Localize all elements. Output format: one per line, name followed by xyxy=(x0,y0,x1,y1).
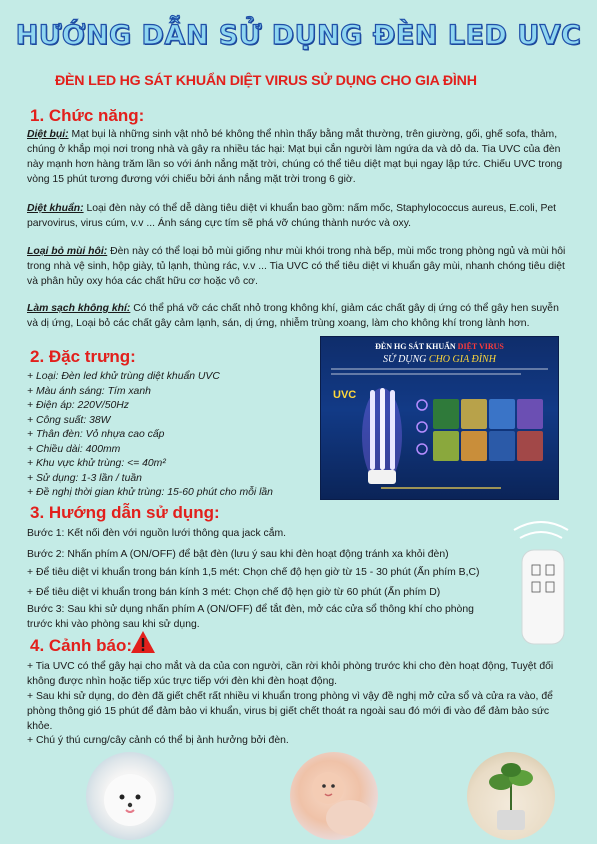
pet-dog-photo xyxy=(86,752,174,840)
warning-item: + Sau khi sử dụng, do đèn đã giết chết rất nhiều vi khuẩn trong phòng vì vậy đề nghị mở cửa sổ và cửa ra vào, để phòng thông gió 15 phút để đảm bảo vi khuẩn, virus bị giết chết thoát ra ngoài sau đó mới đi vào để đảm bảo sức khỏe. xyxy=(27,691,553,732)
spec-item: + Sử dụng: 1-3 lần / tuần xyxy=(27,472,142,484)
warning-item: + Tia UVC có thể gây hại cho mắt và da của con người, cần rời khỏi phòng trước khi cho đèn hoạt động, Tuyệt đối không được nhìn hoặc tiếp xúc trực tiếp với đèn khi đèn hoạt động. xyxy=(27,661,554,687)
section-3-heading: 3. Hướng dẫn sử dụng: xyxy=(30,503,220,522)
spec-item: + Loại: Đèn led khử trùng diệt khuẩn UVC xyxy=(27,371,220,382)
section-1-heading: 1. Chức năng: xyxy=(30,106,145,125)
virus-icons xyxy=(413,397,431,467)
houseplant-photo xyxy=(467,752,555,840)
spec-item: + Đề nghị thời gian khử trùng: 15-60 phút cho mỗi lần xyxy=(27,487,273,498)
spec-item: + Thân đèn: Vỏ nhựa cao cấp xyxy=(27,429,165,440)
uvc-lamp-icon xyxy=(361,382,403,490)
spec-item: + Màu ánh sáng: Tím xanh xyxy=(27,385,151,397)
spec-item: + Điện áp: 220V/50Hz xyxy=(27,400,129,411)
page-title: HƯỚNG DẪN SỬ DỤNG ĐÈN LED UVC xyxy=(15,20,582,51)
function-odor: Loại bỏ mùi hôi: Đèn này có thể loại bỏ mùi giống như mùi khói trong nhà bếp, mùi mốc trong phòng ngủ và mùi hôi trong nhà vệ sinh, hộp giày, tủ lạnh, thùng rác, v.v ... Tia UVC có thể tiêu diệt vi khuẩn gây mùi, nhanh chóng tiêu diệt và phân hủy oxy hóa các chất hữu cơ hoặc vô cơ. xyxy=(27,246,566,287)
bacteria-images xyxy=(433,399,543,461)
function-dust: Diệt bụi: Mạt bụi là những sinh vật nhỏ bé không thể nhìn thấy bằng mắt thường, trên giường, gối, ghế sofa, thảm, chúng ở khắp mọi nơi trong nhà và gây ra nhiều tác hại: Mạt bụi cắn người làm ngứa da và dỏ da. Tia UVC của đèn này mạnh hơn hàng trăm lần so với ánh nắng mặt trời, chúng có thể tiêu diệt mạt bụi ngay lập tức. Chiếu UVC trong vòng 15 phút tương đương với chiếu bởi ánh nắng mặt trời trong 6 giờ. xyxy=(27,129,563,185)
usage-step: + Để tiêu diệt vi khuẩn trong bán kính 3 mét: Chọn chế độ hẹn giờ từ 60 phút (Ấn phím D) xyxy=(27,587,441,598)
function-bacteria: Diệt khuẩn: Loại đèn này có thể dễ dàng tiêu diệt vi khuẩn bao gồm: nấm mốc, Staphylococcus aureus, E.coli, Pet parvovirus, virus cúm, v.v ... Ánh sáng cực tím sẽ phá vỡ chúng thành nước và oxy. xyxy=(27,203,557,229)
usage-step: Bước 1: Kết nối đèn với nguồn lưới thông qua jack cắm. xyxy=(27,528,287,539)
spec-item: + Chiều dài: 400mm xyxy=(27,443,121,455)
section-4-heading: 4. Cảnh báo: xyxy=(30,636,133,655)
usage-step: + Để tiêu diệt vi khuẩn trong bán kính 1,5 mét: Chọn chế độ hẹn giờ từ 15 - 30 phút (Ấn phím B,C) xyxy=(27,567,480,578)
function-air: Làm sạch không khí: Có thể phá vỡ các chất nhỏ trong không khí, giảm các chất gây dị ứng có thể gây hen suyễn và dị ứng, Loại bỏ các chất gây cảm lạnh, sán, dị ứng, nhiễm trùng xoang, làm cho không khí trong lành hơn. xyxy=(27,303,559,329)
usage-step: Bước 2: Nhấn phím A (ON/OFF) để bật đèn (lưu ý sau khi đèn hoạt động tránh xa khỏi đèn) xyxy=(27,549,449,560)
baby-photo xyxy=(290,752,378,840)
usage-step: Bước 3: Sau khi sử dụng nhấn phím A (ON/OFF) để tắt đèn, mở các cửa sổ thông khí cho phòng trước khi vào phòng sau khi sử dụng. xyxy=(27,604,474,630)
remote-control-icon xyxy=(510,520,572,648)
poster-title: ĐÈN HG SÁT KHUẨN DIỆT VIRUS xyxy=(375,342,504,351)
spec-item: + Công suất: 38W xyxy=(27,414,111,426)
warning-item: + Chú ý thú cưng/cây cảnh có thể bị ảnh hưởng bởi đèn. xyxy=(27,735,289,746)
warning-icon xyxy=(130,630,156,654)
spec-item: + Khu vực khử trùng: <= 40m² xyxy=(27,458,166,469)
section-2-heading: 2. Đặc trưng: xyxy=(30,347,136,366)
spec-list xyxy=(27,370,317,501)
uvc-badge: UVC xyxy=(333,389,357,401)
product-poster-image xyxy=(320,336,559,500)
poster-subtitle: SỬ DỤNG CHO GIA ĐÌNH xyxy=(383,354,496,365)
page-subtitle: ĐÈN LED HG SÁT KHUẨN DIỆT VIRUS SỬ DỤNG CHO GIA ĐÌNH xyxy=(55,73,477,89)
